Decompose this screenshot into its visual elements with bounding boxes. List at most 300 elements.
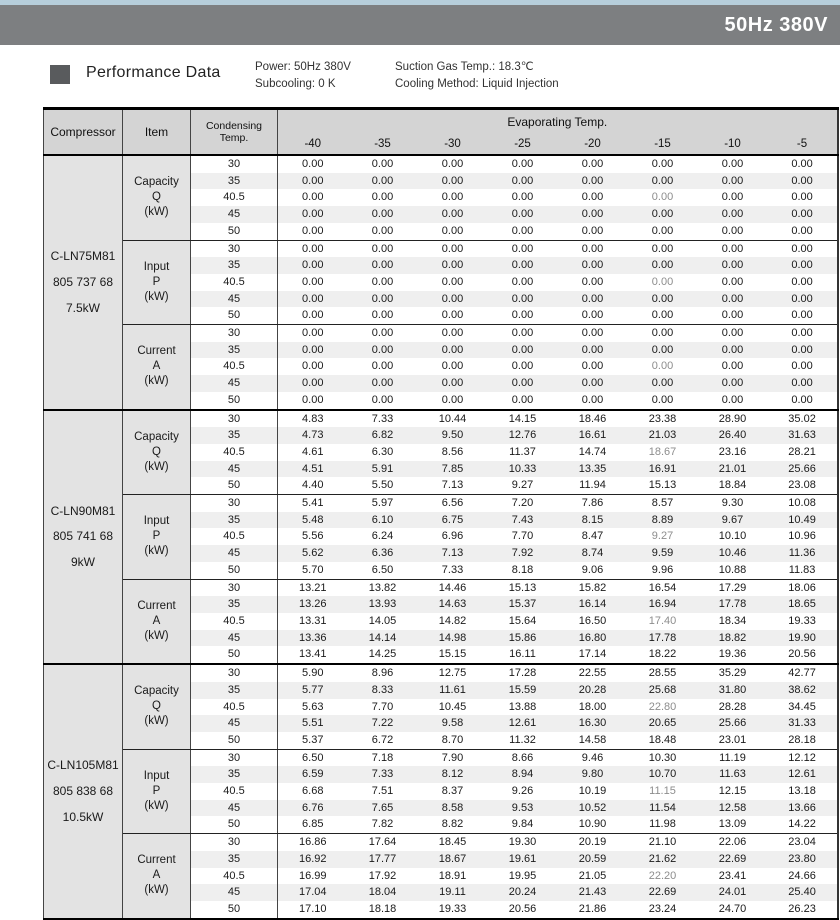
value-cell: 12.12 [768, 749, 838, 766]
value-cell: 21.43 [558, 884, 628, 901]
value-cell: 6.36 [348, 545, 418, 562]
value-cell: 20.28 [558, 682, 628, 699]
condensing-temp-cell: 35 [191, 512, 278, 529]
table-row [44, 664, 838, 682]
value-cell: 24.01 [698, 884, 768, 901]
value-cell: 13.21 [278, 579, 348, 596]
value-cell: 13.88 [488, 699, 558, 716]
value-cell: 14.46 [418, 579, 488, 596]
header-evaporating-temp: Evaporating Temp. [278, 109, 838, 135]
info-cooling-method: Cooling Method: Liquid Injection [395, 78, 559, 90]
value-cell: 0.00 [558, 155, 628, 173]
value-cell: 10.30 [628, 749, 698, 766]
value-cell: 31.80 [698, 682, 768, 699]
value-cell: 12.61 [768, 766, 838, 783]
table-row [44, 495, 838, 512]
condensing-temp-cell: 40.5 [191, 783, 278, 800]
table-row [44, 155, 838, 173]
value-cell: 35.29 [698, 664, 768, 682]
value-cell: 0.00 [628, 392, 698, 410]
value-cell: 17.78 [628, 630, 698, 647]
condensing-temp-cell: 35 [191, 851, 278, 868]
value-cell: 0.00 [558, 342, 628, 359]
value-cell: 18.84 [698, 477, 768, 494]
value-cell: 17.77 [348, 851, 418, 868]
value-cell: 0.00 [278, 274, 348, 291]
item-cell: Input P (kW) [123, 495, 191, 580]
value-cell: 0.00 [488, 307, 558, 324]
condensing-temp-cell: 35 [191, 342, 278, 359]
value-cell: 0.00 [698, 342, 768, 359]
value-cell: 0.00 [768, 325, 838, 342]
value-cell: 0.00 [768, 291, 838, 308]
value-cell: 6.50 [278, 749, 348, 766]
header-evap-temp--35: -35 [348, 134, 418, 155]
value-cell: 0.00 [418, 392, 488, 410]
value-cell: 0.00 [488, 240, 558, 257]
value-cell: 9.58 [418, 715, 488, 732]
value-cell: 18.22 [628, 646, 698, 664]
value-cell: 7.22 [348, 715, 418, 732]
value-cell: 4.40 [278, 477, 348, 494]
value-cell: 0.00 [768, 240, 838, 257]
value-cell: 11.37 [488, 444, 558, 461]
value-cell: 18.46 [558, 410, 628, 428]
value-cell: 19.61 [488, 851, 558, 868]
value-cell: 0.00 [698, 325, 768, 342]
value-cell: 0.00 [488, 173, 558, 190]
value-cell: 0.00 [698, 155, 768, 173]
value-cell: 19.11 [418, 884, 488, 901]
value-cell: 8.58 [418, 800, 488, 817]
value-cell: 0.00 [558, 325, 628, 342]
info-column-1 [255, 59, 351, 93]
value-cell: 0.00 [348, 307, 418, 324]
value-cell: 10.45 [418, 699, 488, 716]
value-cell: 7.18 [348, 749, 418, 766]
header-evap-temp--5: -5 [768, 134, 838, 155]
value-cell: 18.45 [418, 834, 488, 851]
value-cell: 6.85 [278, 816, 348, 833]
value-cell: 0.00 [768, 358, 838, 375]
value-cell: 0.00 [418, 257, 488, 274]
value-cell: 0.00 [278, 223, 348, 240]
item-cell: Input P (kW) [123, 240, 191, 325]
value-cell: 8.70 [418, 732, 488, 749]
value-cell: 0.00 [628, 375, 698, 392]
value-cell: 0.00 [558, 240, 628, 257]
value-cell: 12.58 [698, 800, 768, 817]
value-cell: 18.82 [698, 630, 768, 647]
header-evap-temp--30: -30 [418, 134, 488, 155]
compressor-cell: C-LN90M81 805 741 68 9kW [44, 410, 123, 665]
value-cell: 5.77 [278, 682, 348, 699]
value-cell: 8.96 [348, 664, 418, 682]
value-cell: 11.19 [698, 749, 768, 766]
value-cell: 16.92 [278, 851, 348, 868]
value-cell: 31.63 [768, 427, 838, 444]
value-cell: 13.31 [278, 613, 348, 630]
value-cell: 0.00 [418, 206, 488, 223]
value-cell: 10.46 [698, 545, 768, 562]
value-cell: 16.86 [278, 834, 348, 851]
value-cell: 7.70 [488, 528, 558, 545]
value-cell: 23.04 [768, 834, 838, 851]
value-cell: 9.59 [628, 545, 698, 562]
value-cell: 8.37 [418, 783, 488, 800]
value-cell: 0.00 [628, 274, 698, 291]
value-cell: 20.56 [488, 901, 558, 919]
value-cell: 0.00 [348, 375, 418, 392]
value-cell: 7.70 [348, 699, 418, 716]
value-cell: 8.89 [628, 512, 698, 529]
value-cell: 0.00 [348, 392, 418, 410]
value-cell: 31.33 [768, 715, 838, 732]
value-cell: 7.86 [558, 495, 628, 512]
value-cell: 13.18 [768, 783, 838, 800]
value-cell: 0.00 [488, 325, 558, 342]
value-cell: 23.41 [698, 868, 768, 885]
value-cell: 7.20 [488, 495, 558, 512]
value-cell: 6.72 [348, 732, 418, 749]
value-cell: 20.19 [558, 834, 628, 851]
condensing-temp-cell: 50 [191, 477, 278, 494]
value-cell: 17.64 [348, 834, 418, 851]
value-cell: 7.33 [418, 562, 488, 579]
value-cell: 7.85 [418, 461, 488, 478]
value-cell: 8.82 [418, 816, 488, 833]
value-cell: 0.00 [768, 189, 838, 206]
value-cell: 22.69 [698, 851, 768, 868]
value-cell: 28.55 [628, 664, 698, 682]
value-cell: 17.29 [698, 579, 768, 596]
value-cell: 14.98 [418, 630, 488, 647]
voltage-banner [0, 5, 840, 45]
value-cell: 16.94 [628, 596, 698, 613]
header-evap-temp--25: -25 [488, 134, 558, 155]
value-cell: 0.00 [628, 189, 698, 206]
value-cell: 0.00 [418, 307, 488, 324]
header-condensing-temp: Condensing Temp. [191, 109, 278, 156]
value-cell: 22.55 [558, 664, 628, 682]
table-head [44, 109, 838, 156]
value-cell: 24.66 [768, 868, 838, 885]
value-cell: 0.00 [698, 173, 768, 190]
value-cell: 6.30 [348, 444, 418, 461]
item-cell: Current A (kW) [123, 834, 191, 919]
condensing-temp-cell: 40.5 [191, 274, 278, 291]
value-cell: 9.27 [488, 477, 558, 494]
value-cell: 6.50 [348, 562, 418, 579]
condensing-temp-cell: 45 [191, 884, 278, 901]
condensing-temp-cell: 40.5 [191, 699, 278, 716]
value-cell: 22.20 [628, 868, 698, 885]
table-row [44, 749, 838, 766]
value-cell: 22.80 [628, 699, 698, 716]
value-cell: 0.00 [768, 257, 838, 274]
value-cell: 18.18 [348, 901, 418, 919]
condensing-temp-cell: 45 [191, 291, 278, 308]
value-cell: 0.00 [558, 206, 628, 223]
header-item: Item [123, 109, 191, 156]
value-cell: 8.57 [628, 495, 698, 512]
value-cell: 0.00 [488, 155, 558, 173]
value-cell: 5.62 [278, 545, 348, 562]
value-cell: 0.00 [348, 189, 418, 206]
value-cell: 6.59 [278, 766, 348, 783]
value-cell: 0.00 [418, 155, 488, 173]
value-cell: 13.09 [698, 816, 768, 833]
item-cell: Capacity Q (kW) [123, 664, 191, 749]
value-cell: 0.00 [768, 342, 838, 359]
value-cell: 0.00 [558, 274, 628, 291]
value-cell: 19.33 [768, 613, 838, 630]
value-cell: 10.96 [768, 528, 838, 545]
value-cell: 19.36 [698, 646, 768, 664]
item-cell: Current A (kW) [123, 325, 191, 410]
value-cell: 0.00 [558, 173, 628, 190]
value-cell: 0.00 [628, 155, 698, 173]
value-cell: 0.00 [278, 342, 348, 359]
item-cell: Current A (kW) [123, 579, 191, 664]
value-cell: 38.62 [768, 682, 838, 699]
value-cell: 14.74 [558, 444, 628, 461]
value-cell: 15.15 [418, 646, 488, 664]
condensing-temp-cell: 40.5 [191, 189, 278, 206]
condensing-temp-cell: 45 [191, 375, 278, 392]
info-subcooling: Subcooling: 0 K [255, 78, 336, 90]
value-cell: 15.13 [628, 477, 698, 494]
value-cell: 13.41 [278, 646, 348, 664]
value-cell: 13.93 [348, 596, 418, 613]
value-cell: 26.23 [768, 901, 838, 919]
value-cell: 0.00 [488, 206, 558, 223]
value-cell: 0.00 [558, 307, 628, 324]
value-cell: 5.48 [278, 512, 348, 529]
value-cell: 5.37 [278, 732, 348, 749]
value-cell: 7.13 [418, 545, 488, 562]
value-cell: 0.00 [418, 223, 488, 240]
header-evap-temp--10: -10 [698, 134, 768, 155]
value-cell: 0.00 [628, 342, 698, 359]
section-bullet-icon [50, 65, 70, 84]
value-cell: 0.00 [278, 189, 348, 206]
condensing-temp-cell: 45 [191, 800, 278, 817]
condensing-temp-cell: 45 [191, 206, 278, 223]
info-column-2 [395, 59, 559, 93]
header-compressor: Compressor [44, 109, 123, 156]
value-cell: 0.00 [348, 274, 418, 291]
value-cell: 0.00 [698, 223, 768, 240]
value-cell: 0.00 [698, 240, 768, 257]
performance-table [43, 107, 839, 920]
value-cell: 22.06 [698, 834, 768, 851]
value-cell: 6.82 [348, 427, 418, 444]
value-cell: 5.97 [348, 495, 418, 512]
table-row [44, 834, 838, 851]
value-cell: 8.74 [558, 545, 628, 562]
condensing-temp-cell: 30 [191, 155, 278, 173]
value-cell: 21.05 [558, 868, 628, 885]
condensing-temp-cell: 30 [191, 325, 278, 342]
value-cell: 22.69 [628, 884, 698, 901]
title-row [0, 55, 840, 107]
voltage-label: 50Hz 380V [724, 14, 828, 36]
value-cell: 0.00 [348, 291, 418, 308]
value-cell: 5.51 [278, 715, 348, 732]
condensing-temp-cell: 45 [191, 715, 278, 732]
value-cell: 0.00 [768, 274, 838, 291]
value-cell: 4.73 [278, 427, 348, 444]
value-cell: 0.00 [628, 223, 698, 240]
value-cell: 0.00 [278, 358, 348, 375]
value-cell: 11.36 [768, 545, 838, 562]
value-cell: 10.08 [768, 495, 838, 512]
value-cell: 15.37 [488, 596, 558, 613]
value-cell: 0.00 [628, 257, 698, 274]
value-cell: 7.33 [348, 410, 418, 428]
value-cell: 9.27 [628, 528, 698, 545]
value-cell: 8.12 [418, 766, 488, 783]
value-cell: 0.00 [278, 240, 348, 257]
value-cell: 0.00 [558, 358, 628, 375]
table-wrapper [43, 107, 840, 920]
value-cell: 10.88 [698, 562, 768, 579]
value-cell: 11.32 [488, 732, 558, 749]
value-cell: 12.15 [698, 783, 768, 800]
value-cell: 8.56 [418, 444, 488, 461]
value-cell: 4.83 [278, 410, 348, 428]
condensing-temp-cell: 30 [191, 664, 278, 682]
page-title: Performance Data [86, 64, 221, 81]
value-cell: 0.00 [558, 392, 628, 410]
value-cell: 0.00 [628, 325, 698, 342]
value-cell: 7.90 [418, 749, 488, 766]
value-cell: 7.43 [488, 512, 558, 529]
value-cell: 4.51 [278, 461, 348, 478]
value-cell: 0.00 [488, 257, 558, 274]
value-cell: 0.00 [558, 223, 628, 240]
value-cell: 5.50 [348, 477, 418, 494]
condensing-temp-cell: 50 [191, 307, 278, 324]
value-cell: 11.61 [418, 682, 488, 699]
condensing-temp-cell: 50 [191, 392, 278, 410]
condensing-temp-cell: 40.5 [191, 613, 278, 630]
value-cell: 0.00 [418, 240, 488, 257]
value-cell: 11.15 [628, 783, 698, 800]
condensing-temp-cell: 30 [191, 749, 278, 766]
value-cell: 7.13 [418, 477, 488, 494]
value-cell: 35.02 [768, 410, 838, 428]
value-cell: 10.49 [768, 512, 838, 529]
value-cell: 0.00 [488, 342, 558, 359]
value-cell: 7.92 [488, 545, 558, 562]
value-cell: 18.34 [698, 613, 768, 630]
value-cell: 14.82 [418, 613, 488, 630]
condensing-temp-cell: 50 [191, 732, 278, 749]
table-row [44, 240, 838, 257]
info-power: Power: 50Hz 380V [255, 61, 351, 73]
value-cell: 18.65 [768, 596, 838, 613]
value-cell: 0.00 [628, 173, 698, 190]
value-cell: 13.36 [278, 630, 348, 647]
value-cell: 0.00 [488, 291, 558, 308]
value-cell: 6.10 [348, 512, 418, 529]
value-cell: 0.00 [418, 274, 488, 291]
value-cell: 9.46 [558, 749, 628, 766]
value-cell: 28.90 [698, 410, 768, 428]
value-cell: 0.00 [768, 206, 838, 223]
value-cell: 0.00 [628, 240, 698, 257]
condensing-temp-cell: 50 [191, 223, 278, 240]
value-cell: 17.78 [698, 596, 768, 613]
value-cell: 0.00 [348, 206, 418, 223]
value-cell: 0.00 [278, 173, 348, 190]
value-cell: 14.25 [348, 646, 418, 664]
value-cell: 14.14 [348, 630, 418, 647]
value-cell: 18.91 [418, 868, 488, 885]
value-cell: 13.35 [558, 461, 628, 478]
value-cell: 10.19 [558, 783, 628, 800]
condensing-temp-cell: 30 [191, 579, 278, 596]
value-cell: 0.00 [488, 375, 558, 392]
condensing-temp-cell: 50 [191, 816, 278, 833]
value-cell: 0.00 [698, 307, 768, 324]
value-cell: 8.47 [558, 528, 628, 545]
value-cell: 15.13 [488, 579, 558, 596]
value-cell: 9.30 [698, 495, 768, 512]
condensing-temp-cell: 40.5 [191, 358, 278, 375]
value-cell: 0.00 [558, 375, 628, 392]
value-cell: 5.56 [278, 528, 348, 545]
value-cell: 8.15 [558, 512, 628, 529]
value-cell: 20.59 [558, 851, 628, 868]
value-cell: 4.61 [278, 444, 348, 461]
value-cell: 6.56 [418, 495, 488, 512]
table-body [44, 155, 838, 919]
value-cell: 17.10 [278, 901, 348, 919]
value-cell: 28.21 [768, 444, 838, 461]
condensing-temp-cell: 30 [191, 240, 278, 257]
value-cell: 28.18 [768, 732, 838, 749]
value-cell: 25.68 [628, 682, 698, 699]
value-cell: 23.24 [628, 901, 698, 919]
value-cell: 17.40 [628, 613, 698, 630]
value-cell: 7.33 [348, 766, 418, 783]
value-cell: 13.82 [348, 579, 418, 596]
value-cell: 0.00 [768, 392, 838, 410]
value-cell: 17.28 [488, 664, 558, 682]
value-cell: 11.54 [628, 800, 698, 817]
value-cell: 5.70 [278, 562, 348, 579]
table-row [44, 410, 838, 428]
value-cell: 17.14 [558, 646, 628, 664]
value-cell: 0.00 [698, 206, 768, 223]
condensing-temp-cell: 35 [191, 257, 278, 274]
value-cell: 19.90 [768, 630, 838, 647]
value-cell: 18.67 [628, 444, 698, 461]
value-cell: 0.00 [348, 342, 418, 359]
condensing-temp-cell: 45 [191, 545, 278, 562]
header-evap-temp--20: -20 [558, 134, 628, 155]
value-cell: 9.96 [628, 562, 698, 579]
value-cell: 0.00 [628, 358, 698, 375]
value-cell: 0.00 [348, 155, 418, 173]
value-cell: 9.84 [488, 816, 558, 833]
table-row [44, 579, 838, 596]
value-cell: 0.00 [278, 307, 348, 324]
condensing-temp-cell: 35 [191, 596, 278, 613]
